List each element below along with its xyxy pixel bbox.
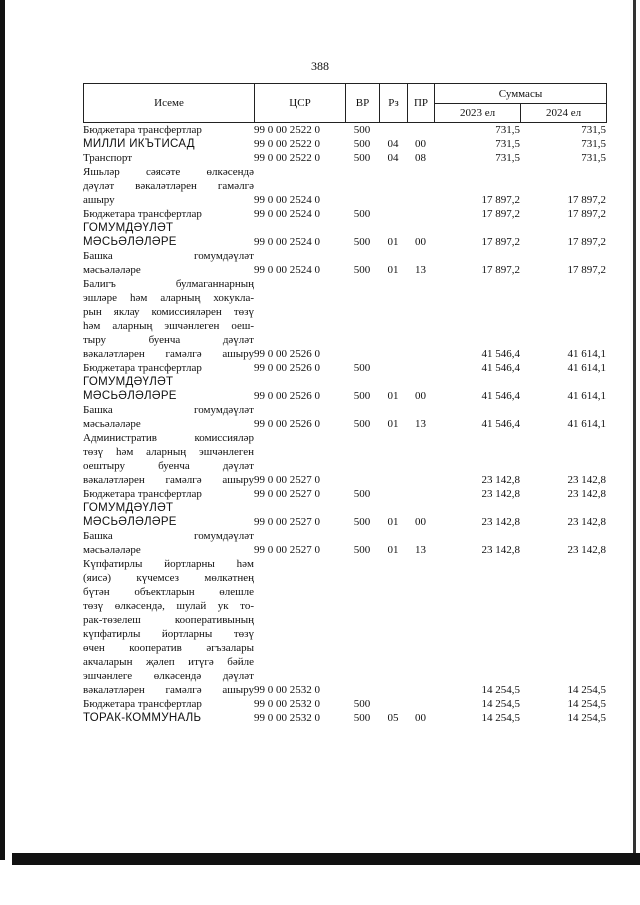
row-csr: 99 0 00 2524 0 (254, 194, 320, 206)
table-row (83, 137, 606, 151)
row-name-line: күпфатирлы йортларны төзү (83, 628, 254, 640)
row-name-line: вәкаләтләрен гамәлгә ашыру (83, 684, 254, 696)
row-name (83, 711, 254, 725)
row-name (83, 697, 254, 711)
row-csr: 99 0 00 2532 0 (254, 712, 320, 724)
row-sum-2023: 731,5 (495, 124, 520, 136)
row-csr: 99 0 00 2526 0 (254, 362, 320, 374)
row-pr: 00 (415, 390, 426, 402)
row-name-line: ГОМУМДӘҮЛӘТ (83, 222, 174, 234)
row-name-line: эшчәнлеге өлкәсендә дәүләт (83, 670, 254, 682)
row-name-line: төзү өлкәсендә, шулай ук то- (83, 600, 254, 612)
row-name (83, 487, 254, 501)
table-row (83, 277, 606, 361)
row-sum-2024: 731,5 (581, 124, 606, 136)
table-row (83, 123, 606, 137)
row-rz: 01 (387, 390, 399, 402)
row-name-line: Бюджетара трансфертлар (83, 698, 202, 710)
row-vr: 500 (353, 264, 371, 276)
row-sum-2024: 17 897,2 (567, 194, 606, 206)
row-sum-2024: 17 897,2 (567, 236, 606, 248)
table-row (83, 557, 606, 697)
row-name (83, 361, 254, 375)
table-header (83, 83, 607, 123)
row-vr (345, 165, 379, 207)
row-name-line: вәкаләтләрен гамәлгә ашыру (83, 474, 254, 486)
row-name-line: Күпфатирлы йортларны һәм (83, 558, 254, 570)
row-name-line: Башка гомумдәүләт (83, 250, 254, 262)
row-sum-2023: 41 546,4 (481, 418, 520, 430)
row-name (83, 529, 254, 557)
row-name-line: мәсьәләләре (83, 418, 141, 430)
row-rz (379, 431, 407, 487)
row-sum-2024: 41 614,1 (567, 390, 606, 402)
row-sum-2024: 23 142,8 (567, 544, 606, 556)
row-sum-2023: 731,5 (495, 152, 520, 164)
row-csr: 99 0 00 2526 0 (254, 348, 320, 360)
row-name-line: ашыру (83, 194, 115, 206)
row-sum-2024: 14 254,5 (567, 712, 606, 724)
row-name-line: МИЛЛИ ИКЪТИСАД (83, 138, 195, 150)
row-pr (407, 431, 434, 487)
row-pr: 00 (415, 236, 426, 248)
row-name-line: төзү һәм аларның эшчәнлеген (83, 446, 254, 458)
header-rz: Рз (380, 84, 408, 123)
header-sums: Суммасы (435, 84, 607, 104)
row-vr: 500 (353, 516, 371, 528)
row-pr (407, 557, 434, 697)
table-row (83, 221, 606, 249)
row-name-line: ГОМУМДӘҮЛӘТ (83, 502, 174, 514)
header-vr: ВР (346, 84, 380, 123)
row-pr: 13 (415, 544, 426, 556)
row-name-line: тыру буенча дәүләт (83, 334, 254, 346)
row-name-line: Бюджетара трансфертлар (83, 362, 202, 374)
row-name-line: МӘСЬӘЛӘЛӘРЕ (83, 236, 177, 248)
row-name-line: вәкаләтләрен гамәлгә ашыру (83, 348, 254, 360)
row-name-line: Балигъ булмаганнарның (83, 278, 254, 290)
row-name (83, 207, 254, 221)
budget-table (83, 123, 606, 725)
row-name-line: өчен кооператив әгъзалары (83, 642, 254, 654)
page-number: 388 (311, 59, 329, 73)
row-csr: 99 0 00 2524 0 (254, 264, 320, 276)
row-vr (345, 557, 379, 697)
row-sum-2023: 731,5 (495, 138, 520, 150)
row-vr: 500 (353, 698, 371, 710)
row-name-line: Бюджетара трансфертлар (83, 208, 202, 220)
row-name-line: Бюджетара трансфертлар (83, 488, 202, 500)
row-sum-2024: 41 614,1 (567, 418, 606, 430)
row-csr: 99 0 00 2532 0 (254, 684, 320, 696)
table-row (83, 529, 606, 557)
row-name-line: мәсьәләләре (83, 264, 141, 276)
row-pr: 08 (415, 152, 426, 164)
scan-border-right (633, 0, 636, 858)
row-name (83, 375, 254, 403)
header-csr: ЦСР (255, 84, 346, 123)
header-year-2023: 2023 ел (435, 104, 521, 123)
row-name-line: мәсьәләләре (83, 544, 141, 556)
table-row (83, 207, 606, 221)
row-rz (379, 697, 407, 711)
row-sum-2024: 41 614,1 (567, 348, 606, 360)
row-sum-2024: 17 897,2 (567, 208, 606, 220)
row-rz: 05 (387, 712, 399, 724)
row-name-line: Яшьләр сәясәте өлкәсендә (83, 166, 254, 178)
row-name (83, 165, 254, 207)
row-sum-2024: 14 254,5 (567, 684, 606, 696)
row-sum-2023: 17 897,2 (481, 236, 520, 248)
row-name (83, 431, 254, 487)
row-name (83, 277, 254, 361)
row-sum-2024: 23 142,8 (567, 474, 606, 486)
row-name-line: оештыру буенча дәүләт (83, 460, 254, 472)
row-rz (379, 557, 407, 697)
header-pr: ПР (408, 84, 435, 123)
table-row (83, 375, 606, 403)
row-pr (407, 165, 434, 207)
row-csr: 99 0 00 2524 0 (254, 236, 320, 248)
row-rz (379, 487, 407, 501)
row-vr: 500 (353, 390, 371, 402)
row-rz (379, 277, 407, 361)
row-sum-2023: 23 142,8 (481, 516, 520, 528)
table-row (83, 501, 606, 529)
row-csr: 99 0 00 2526 0 (254, 418, 320, 430)
row-name-line: бүтән объектларын өлешле (83, 586, 254, 598)
row-name (83, 221, 254, 249)
row-pr (407, 123, 434, 137)
row-sum-2023: 41 546,4 (481, 390, 520, 402)
row-name (83, 137, 254, 151)
header-year-2024: 2024 ел (521, 104, 607, 123)
row-vr (345, 277, 379, 361)
row-vr: 500 (353, 488, 371, 500)
row-rz (379, 165, 407, 207)
row-name-line: эшләре һәм аларның хокукла- (83, 292, 254, 304)
row-pr: 00 (415, 516, 426, 528)
row-sum-2023: 14 254,5 (481, 698, 520, 710)
row-name-line: (яисә) күчемсез мөлкәтнең (83, 572, 254, 584)
row-pr: 00 (415, 138, 426, 150)
table-row (83, 431, 606, 487)
row-name (83, 557, 254, 697)
table-row (83, 151, 606, 165)
row-vr: 500 (353, 236, 371, 248)
table-row (83, 697, 606, 711)
row-sum-2024: 23 142,8 (567, 488, 606, 500)
row-pr (407, 487, 434, 501)
row-name-line: Административ комиссияләр (83, 432, 254, 444)
row-rz: 04 (387, 138, 399, 150)
table-row (83, 165, 606, 207)
row-sum-2024: 731,5 (581, 152, 606, 164)
row-vr: 500 (353, 138, 371, 150)
row-csr: 99 0 00 2527 0 (254, 544, 320, 556)
row-name (83, 151, 254, 165)
row-rz: 01 (387, 516, 399, 528)
row-vr (345, 431, 379, 487)
row-csr: 99 0 00 2527 0 (254, 516, 320, 528)
row-name-line: дәүләт вәкаләтләрен гамәлгә (83, 180, 254, 192)
row-name (83, 123, 254, 137)
row-csr: 99 0 00 2522 0 (254, 152, 320, 164)
row-name-line: Транспорт (83, 152, 133, 164)
row-name-line: МӘСЬӘЛӘЛӘРЕ (83, 390, 177, 402)
scan-border-left (0, 0, 5, 860)
row-sum-2023: 14 254,5 (481, 712, 520, 724)
table-row (83, 249, 606, 277)
row-csr: 99 0 00 2522 0 (254, 138, 320, 150)
row-vr: 500 (353, 208, 371, 220)
row-vr: 500 (353, 544, 371, 556)
table-row (83, 711, 606, 725)
row-name-line: Башка гомумдәүләт (83, 530, 254, 542)
row-name-line: рын яклау комиссияләрен төзү (83, 306, 254, 318)
row-csr: 99 0 00 2527 0 (254, 474, 320, 486)
row-sum-2024: 17 897,2 (567, 264, 606, 276)
row-vr: 500 (353, 362, 371, 374)
row-sum-2023: 41 546,4 (481, 348, 520, 360)
row-csr: 99 0 00 2527 0 (254, 488, 320, 500)
row-vr: 500 (353, 124, 371, 136)
row-rz: 01 (387, 236, 399, 248)
table-row (83, 403, 606, 431)
row-pr (407, 207, 434, 221)
row-pr (407, 697, 434, 711)
row-csr: 99 0 00 2524 0 (254, 208, 320, 220)
row-rz (379, 361, 407, 375)
row-name-line: Бюджетара трансфертлар (83, 124, 202, 136)
row-name-line: Башка гомумдәүләт (83, 404, 254, 416)
row-name (83, 501, 254, 529)
row-rz: 01 (387, 418, 399, 430)
row-sum-2023: 17 897,2 (481, 208, 520, 220)
table-row (83, 487, 606, 501)
row-name (83, 403, 254, 431)
row-sum-2024: 23 142,8 (567, 516, 606, 528)
row-name-line: һәм аларның эшчәнлеген оеш- (83, 320, 254, 332)
row-sum-2023: 23 142,8 (481, 544, 520, 556)
row-sum-2023: 41 546,4 (481, 362, 520, 374)
row-csr: 99 0 00 2532 0 (254, 698, 320, 710)
row-sum-2023: 17 897,2 (481, 264, 520, 276)
row-name (83, 249, 254, 277)
row-name-line: МӘСЬӘЛӘЛӘРЕ (83, 516, 177, 528)
row-pr: 00 (415, 712, 426, 724)
row-rz: 04 (387, 152, 399, 164)
row-name-line: акчаларын җәлеп итүгә бәйле (83, 656, 254, 668)
row-sum-2024: 731,5 (581, 138, 606, 150)
row-pr: 13 (415, 264, 426, 276)
row-name-line: ГОМУМДӘҮЛӘТ (83, 376, 174, 388)
row-rz: 01 (387, 544, 399, 556)
row-name-line: ТОРАК-КОММУНАЛЬ (83, 712, 202, 724)
row-sum-2023: 17 897,2 (481, 194, 520, 206)
row-sum-2024: 14 254,5 (567, 698, 606, 710)
row-sum-2023: 23 142,8 (481, 474, 520, 486)
row-rz: 01 (387, 264, 399, 276)
row-vr: 500 (353, 418, 371, 430)
row-csr: 99 0 00 2522 0 (254, 124, 320, 136)
row-sum-2023: 23 142,8 (481, 488, 520, 500)
row-vr: 500 (353, 712, 371, 724)
row-sum-2023: 14 254,5 (481, 684, 520, 696)
row-pr (407, 361, 434, 375)
row-vr: 500 (353, 152, 371, 164)
row-name-line: рак-төзелеш кооперативының (83, 614, 254, 626)
row-rz (379, 207, 407, 221)
table-row (83, 361, 606, 375)
scan-border-bottom (12, 853, 640, 865)
header-name: Исеме (84, 84, 255, 123)
row-rz (379, 123, 407, 137)
row-csr: 99 0 00 2526 0 (254, 390, 320, 402)
row-pr (407, 277, 434, 361)
row-sum-2024: 41 614,1 (567, 362, 606, 374)
row-pr: 13 (415, 418, 426, 430)
